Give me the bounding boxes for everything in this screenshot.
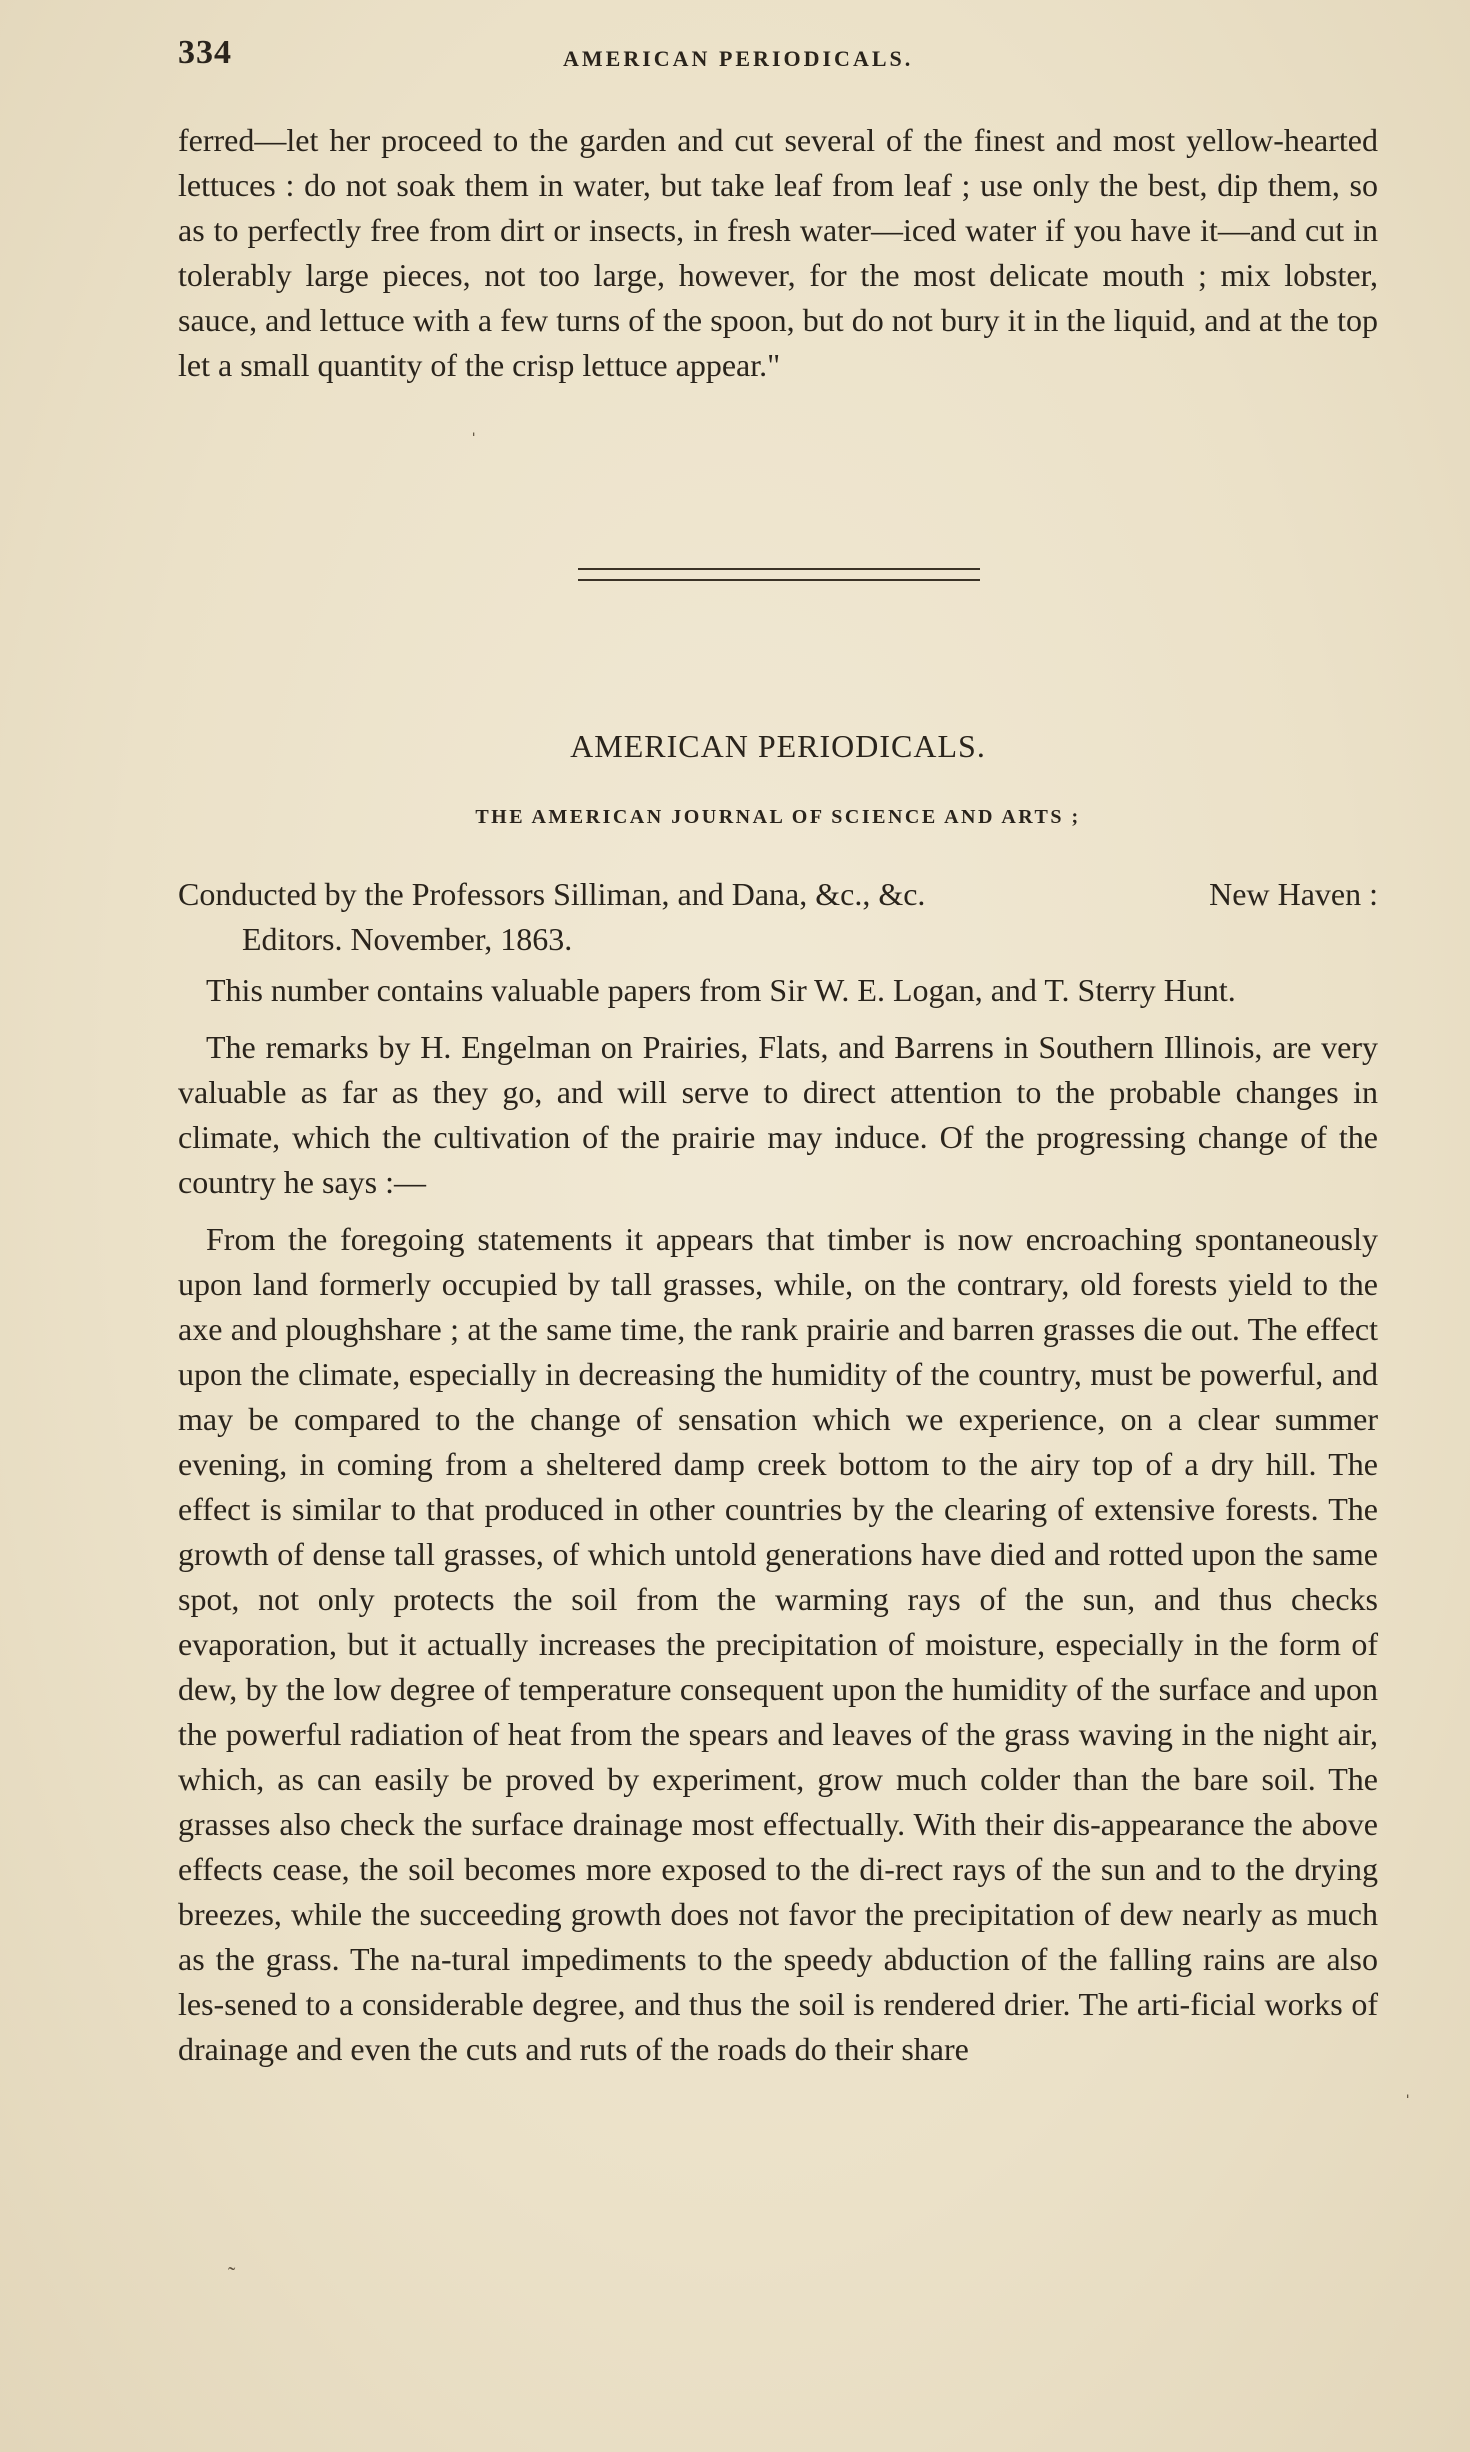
running-head [178, 34, 1378, 94]
running-title: AMERICAN PERIODICALS. [563, 46, 914, 71]
conductors-text: Conducted by the Professors Silliman, and Dana, &c., &c. [178, 876, 926, 912]
ink-mark: ˈ [470, 428, 478, 453]
carry-over-text: ferred—let her proceed to the garden and cut several of the finest and most yellow-hearted lettuces : do not soak them in water, but take leaf from leaf ; use only the best, dip them, so as to perfectly free from dirt or insects, in fresh water—iced water if you have it—and cut in tolerably large pieces, not too large, however, for the most delicate mouth ; mix lobster, sauce, and lettuce with a few turns of the spoon, but do not bury it in the liquid, and at the top let a small quantity of the crisp lettuce appear." [178, 122, 1378, 383]
article-body [178, 968, 1378, 2072]
ink-mark: ˜ [228, 2262, 236, 2287]
journal-title: THE AMERICAN JOURNAL OF SCIENCE AND ARTS ; [475, 806, 1081, 828]
body-paragraph: The remarks by H. Engelman on Prairies, Flats, and Barrens in Southern Illinois, are very valuable as far as they go, and will serve to direct attention to the probable changes in climate, which the cultivation of the prairie may induce. Of the progressing change of the country he says :— [178, 1029, 1378, 1200]
quoted-paragraph: From the foregoing statements it appears that timber is now encroaching spontaneously upon land formerly occupied by tall grasses, while, on the contrary, old forests yield to the axe and ploughshare ; at the same time, the rank prairie and barren grasses die out. The effect upon the climate, especially in decreasing the humidity of the country, must be powerful, and may be compared to the change of sensation which we experience, on a clear summer evening, in coming from a sheltered damp creek bottom to the airy top of a dry hill. The effect is similar to that produced in other countries by the clearing of extensive forests. The growth of dense tall grasses, of which untold generations have died and rotted upon the same spot, not only protects the soil from the warming rays of the sun, and thus checks evaporation, but it actually increases the precipitation of moisture, especially in the form of dew, by the low degree of temperature consequent upon the humidity of the surface and upon the powerful radiation of heat from the spears and leaves of the grass waving in the night air, which, as can easily be proved by experiment, grow much colder than the bare soil. The grasses also check the surface drainage most effectually. With their dis-appearance the above effects cease, the soil becomes more exposed to the di-rect rays of the sun and to the drying breezes, while the succeeding growth does not favor the precipitation of dew nearly as much as the grass. The na-tural impediments to the speedy abduction of the falling rains are also les-sened to a considerable degree, and thus the soil is rendered drier. The arti-ficial works of drainage and even the cuts and ruts of the roads do their share [178, 1221, 1378, 2067]
carry-over-paragraph [178, 118, 1378, 388]
publication-date-line: Editors. November, 1863. [242, 921, 573, 957]
body-paragraph: This number contains valuable papers from Sir W. E. Logan, and T. Sterry Hunt. [206, 972, 1236, 1008]
section-divider [578, 568, 980, 581]
article-title: AMERICAN PERIODICALS. [570, 728, 986, 764]
publication-place: New Haven : [1209, 876, 1378, 912]
page-number: 334 [178, 34, 232, 71]
publication-info-line-1 [178, 872, 1378, 917]
ink-mark: ˈ [1404, 2090, 1412, 2115]
publication-info [178, 872, 1378, 962]
